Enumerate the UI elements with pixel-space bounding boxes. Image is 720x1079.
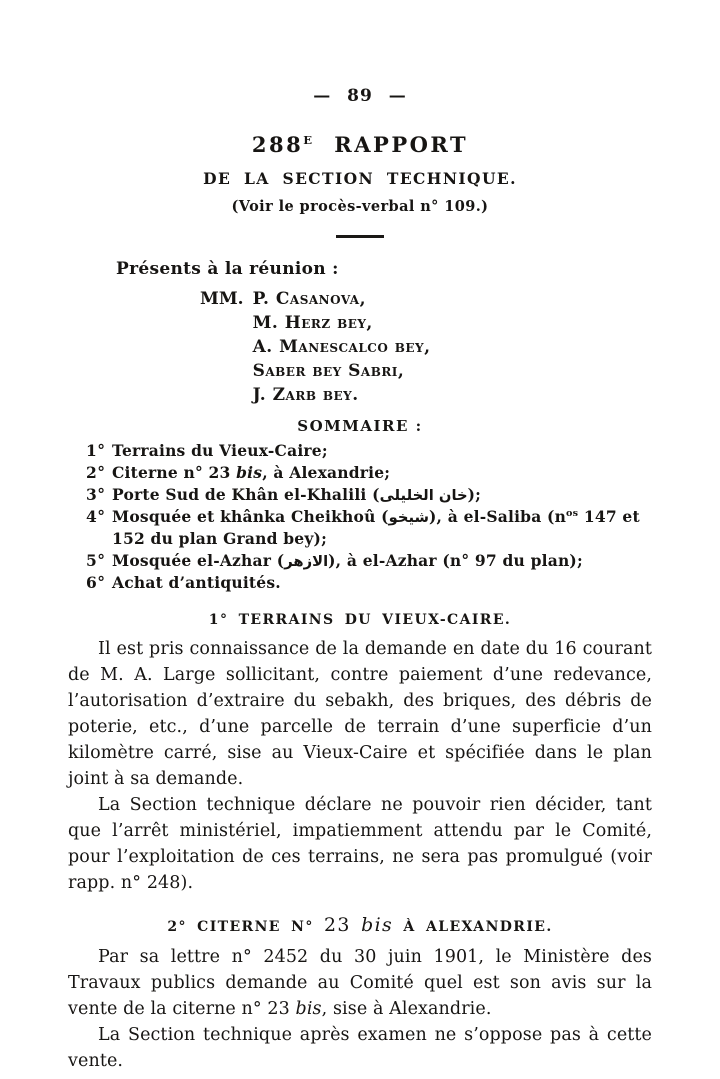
- arabic-text-run: الازهر: [284, 553, 329, 570]
- sommaire-item: [86, 550, 652, 572]
- sommaire-item: [86, 462, 652, 484]
- text-run: Achat d’antiquités.: [112, 573, 281, 592]
- paragraph: [68, 636, 652, 792]
- sommaire-item-text: [112, 440, 652, 462]
- text-run: 1° TERRAINS DU VIEUX-CAIRE.: [208, 612, 512, 628]
- text-run: 2° CITERNE N°: [167, 919, 324, 935]
- attendee-name: A. Manescalco bey,: [252, 337, 431, 357]
- sommaire-item-number: 5°: [86, 551, 106, 570]
- sommaire-heading: SOMMAIRE :: [297, 417, 423, 435]
- text-run: Par sa lettre n° 2452 du 30 juin 1901, le Ministère des Travaux publics demande au Comité quel est son avis sur la vente de la citerne n° 23: [68, 947, 652, 1019]
- sommaire-item-number: 1°: [86, 441, 106, 460]
- text-run: os: [566, 507, 579, 519]
- text-run: ), à el-Saliba (n: [429, 507, 567, 526]
- sommaire-item-text: [112, 550, 652, 572]
- page-number: — 89 —: [313, 86, 407, 106]
- attendees-block: [200, 287, 652, 407]
- sommaire-item: [86, 506, 652, 550]
- text-run: bis: [236, 463, 263, 482]
- sommaire-item-text: [112, 572, 652, 594]
- sommaire-item: [86, 572, 652, 594]
- attendee-name: J. Zarb bey.: [252, 385, 359, 405]
- text-run: , sise à Alexandrie.: [321, 999, 492, 1019]
- text-run: );: [467, 485, 482, 504]
- text-run: [351, 919, 361, 935]
- text-run: Mosquée et khânka Cheikhoû (: [112, 507, 389, 526]
- separator-rule: [336, 235, 384, 238]
- section-heading: [68, 612, 652, 628]
- text-run: Il est pris connaissance de la demande en date du 16 courant de M. A. Large sollicitant, contre paiement d’une redevance, l’autorisation d’extraire du sebakh, des briques, des débris de poterie, etc., d’une parcelle de terrain d’une superficie d’un kilomètre carré, sise au Vieux-Caire et spécifiée dans le plan joint à sa demande.: [68, 639, 652, 789]
- section-heading: [68, 914, 652, 936]
- text-run: bis: [295, 999, 322, 1019]
- attendees-prefix: MM.: [200, 289, 244, 309]
- sommaire-item-number: 4°: [86, 507, 106, 526]
- attendee-name: M. Herz bey,: [252, 313, 373, 333]
- text-run: La Section technique après examen ne s’oppose pas à cette vente.: [68, 1025, 652, 1071]
- report-title: [0, 132, 720, 157]
- attendees-intro: Présents à la réunion :: [116, 259, 339, 279]
- sommaire-item-text: [112, 484, 652, 506]
- text-run: Citerne n° 23: [112, 463, 237, 482]
- sommaire-item: [86, 440, 652, 462]
- sommaire-item: [86, 484, 652, 506]
- sommaire-item-text: [112, 462, 652, 484]
- sommaire-item-text: [112, 506, 652, 550]
- report-subtitle: DE LA SECTION TECHNIQUE.: [203, 169, 517, 188]
- sommaire-item-number: 2°: [86, 463, 106, 482]
- attendee-name: Saber bey Sabri,: [252, 361, 405, 381]
- text-run: Terrains du Vieux-Caire;: [112, 441, 328, 460]
- text-run: Porte Sud de Khân el-Khalili (: [112, 485, 380, 504]
- text-run: bis: [361, 914, 394, 936]
- text-run: E: [303, 133, 315, 147]
- paragraph: [68, 792, 652, 896]
- text-run: , à Alexandrie;: [262, 463, 391, 482]
- attendee-name: P. Casanova,: [252, 289, 367, 309]
- paragraph: [68, 1022, 652, 1074]
- sommaire-item-number: 6°: [86, 573, 106, 592]
- sommaire-list: [86, 440, 652, 594]
- text-run: Mosquée el-Azhar (: [112, 551, 285, 570]
- arabic-text-run: خان الخليلى: [379, 487, 468, 504]
- text-run: 288: [251, 132, 304, 157]
- text-run: RAPPORT: [314, 132, 469, 157]
- text-run: La Section technique déclare ne pouvoir rien décider, tant que l’arrêt ministériel, impatiemment attendu par le Comité, pour l’exploitation de ces terrains, ne sera pas promulgué (voir rapp. n° 248).: [68, 795, 652, 893]
- report-reference: (Voir le procès-verbal n° 109.): [231, 198, 489, 215]
- sections: [68, 612, 652, 1074]
- text-run: ), à el-Azhar (n° 97 du plan);: [328, 551, 583, 570]
- page-content: [68, 259, 652, 1074]
- text-run: 147 et 152 du plan Grand bey);: [112, 507, 640, 548]
- sommaire-item-number: 3°: [86, 485, 106, 504]
- arabic-text-run: شيخو: [388, 509, 429, 526]
- attendee-list: [253, 287, 431, 407]
- paragraph: [68, 944, 652, 1022]
- text-run: À ALEXANDRIE.: [393, 919, 553, 935]
- text-run: 23: [324, 914, 351, 936]
